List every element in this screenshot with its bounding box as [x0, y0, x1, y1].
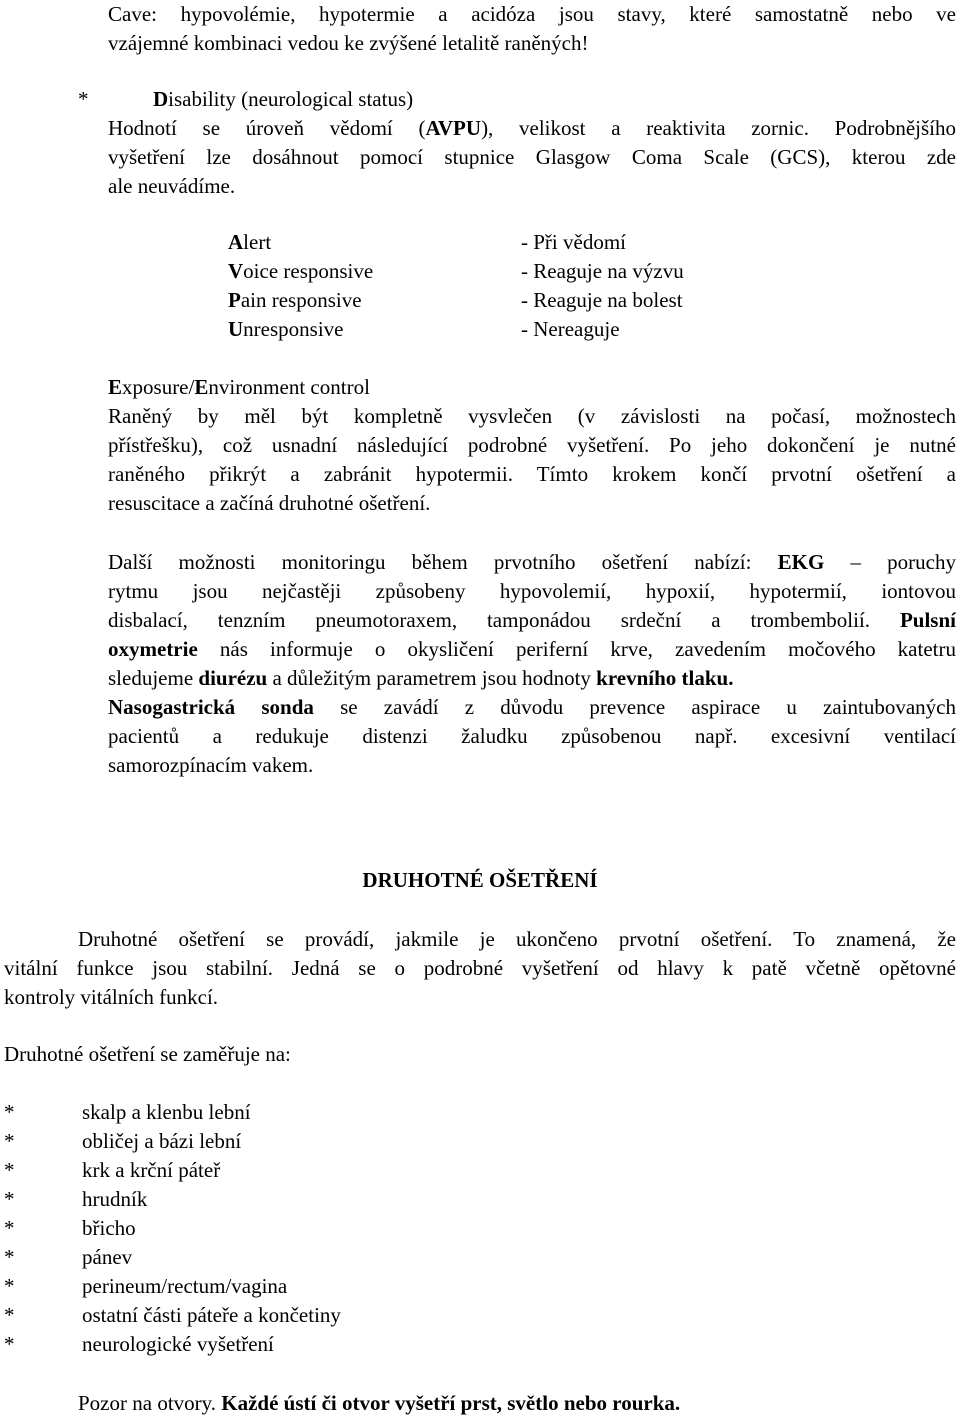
avpu-meaning-voice: - Reaguje na výzvu: [521, 259, 684, 283]
disability-line-3: ale neuvádíme.: [108, 174, 236, 198]
list-item: * pánev: [4, 1245, 133, 1269]
avpu-meaning-pain: - Reaguje na bolest: [521, 288, 683, 312]
list-item: * obličej a bázi lební: [4, 1129, 242, 1153]
list-item: * skalp a klenbu lební: [4, 1100, 251, 1124]
monitoring-line-6: Nasogastrická sonda se zavádí z důvodu prevence aspirace u zaintubovaných: [108, 695, 956, 719]
avpu-term-alert: Alert: [228, 230, 272, 254]
exposure-line-3: raněného přikrýt a zabránit hypotermii. Tímto krokem končí prvotní ošetření a: [108, 462, 956, 486]
disability-line-2: vyšetření lze dosáhnout pomocí stupnice Glasgow Coma Scale (GCS), kterou zde: [108, 145, 956, 169]
monitoring-line-4: oxymetrie nás informuje o okysličení periferní krve, zavedením močového katetru: [108, 637, 956, 661]
list-item: * hrudník: [4, 1187, 148, 1211]
exposure-title: Exposure/Environment control: [108, 375, 370, 399]
warning-line: Pozor na otvory. Každé ústí či otvor vyšetří prst, světlo nebo rourka.: [78, 1391, 681, 1415]
avpu-meaning-unresponsive: - Nereaguje: [521, 317, 620, 341]
list-item: * břicho: [4, 1216, 136, 1240]
monitoring-line-1: Další možnosti monitoringu během prvotního ošetření nabízí: EKG – poruchy: [108, 550, 956, 574]
disability-line-1: Hodnotí se úroveň vědomí (AVPU), velikost a reaktivita zornic. Podrobnějšího: [108, 116, 956, 140]
list-item: * ostatní části páteře a končetiny: [4, 1303, 341, 1327]
disability-bullet: *: [78, 87, 89, 111]
avpu-term-unresponsive: Unresponsive: [228, 317, 344, 341]
secondary-line-2: vitální funkce jsou stabilní. Jedná se o podrobné vyšetření od hlavy k patě včetně opětovné: [4, 956, 956, 980]
secondary-line-1: Druhotné ošetření se provádí, jakmile je ukončeno prvotní ošetření. To znamená, že: [78, 927, 956, 951]
monitoring-line-7: pacientů a redukuje distenzi žaludku způsobenou např. excesivní ventilací: [108, 724, 956, 748]
exposure-line-2: přístřešku), což usnadní následující podrobné vyšetření. Po jeho dokončení je nutné: [108, 433, 956, 457]
section-heading: DRUHOTNÉ OŠETŘENÍ: [362, 868, 598, 892]
secondary-line-3: kontroly vitálních funkcí.: [4, 985, 219, 1009]
avpu-term-pain: Pain responsive: [228, 288, 362, 312]
focus-intro: Druhotné ošetření se zaměřuje na:: [4, 1042, 291, 1066]
monitoring-line-2: rytmu jsou nejčastěji způsobeny hypovolemií, hypoxií, hypotermií, iontovou: [108, 579, 956, 603]
list-item: * krk a krční páteř: [4, 1158, 221, 1182]
disability-title: Disability (neurological status): [153, 87, 414, 111]
monitoring-line-5: sledujeme diurézu a důležitým parametrem jsou hodnoty krevního tlaku.: [108, 666, 734, 690]
cave-line-2: vzájemné kombinaci vedou ke zvýšené letalitě raněných!: [108, 31, 589, 55]
monitoring-line-3: disbalací, tenzním pneumotoraxem, tamponádou srdeční a trombembolií. Pulsní: [108, 608, 956, 632]
monitoring-line-8: samorozpínacím vakem.: [108, 753, 314, 777]
focus-list: [4, 1098, 604, 1359]
cave-line-1: Cave: hypovolémie, hypotermie a acidóza jsou stavy, které samostatně nebo ve: [108, 2, 956, 26]
list-item: * perineum/rectum/vagina: [4, 1274, 288, 1298]
avpu-meaning-alert: - Při vědomí: [521, 230, 626, 254]
list-item: * neurologické vyšetření: [4, 1332, 274, 1356]
exposure-line-1: Raněný by měl být kompletně vysvlečen (v závislosti na počasí, možnostech: [108, 404, 956, 428]
exposure-line-4: resuscitace a začíná druhotné ošetření.: [108, 491, 431, 515]
avpu-term-voice: Voice responsive: [228, 259, 374, 283]
